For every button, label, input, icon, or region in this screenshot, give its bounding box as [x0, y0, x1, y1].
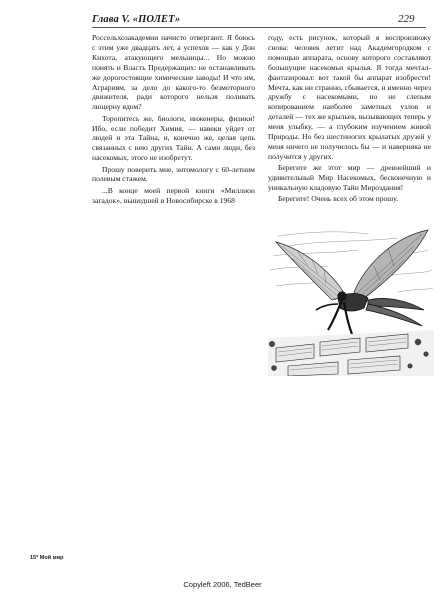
paragraph: Прошу поверить мне, энтомологу с 60-летним полевым стажем.	[92, 164, 255, 184]
town-below	[268, 330, 434, 376]
signature-mark: 15* Мой мир	[30, 555, 64, 561]
left-column	[92, 33, 255, 207]
paragraph: Берегите! Очень всех об этом прошу.	[278, 194, 399, 204]
copyleft-footer: Copyleft 2006, TedBeer	[183, 580, 262, 589]
paragraph: ...В конце моей первой книги «Миллион загадок», вышедшей в Новосибирске в 1968	[92, 185, 255, 205]
paragraph: Торопитесь же, биологи, инженеры, физики! Ибо, если победит Химия, — навеки уйдет от людей и эта Тайна, и, конечно же, целая цепь связанных с нею других Тайн. А сами люди, без насекомых, этого не изобретут.	[92, 113, 255, 163]
right-column	[268, 33, 431, 206]
page-number: 229	[398, 13, 415, 25]
paragraph: Россельхозакадемии начисто отвергают. Я боюсь с этим уже двадцать лет, а успехов — как у Дон Кихота, атакующего мельницы... Но можно понять и Власть Предержащих: не останавливать же дорогостоящие химические заводы! И что им, Аграриям, за дело до какого-то безмоторного движителя, ради которого нельзя поливать люцерну ядом?	[92, 33, 255, 112]
paragraph: Берегите же этот мир — древнейший и удивительный Мир Насекомых, бесконечную и уникальную кладовую Тайн Мироздания!	[268, 163, 431, 192]
running-title: Глава V. «ПОЛЕТ»	[92, 14, 181, 25]
paragraph: году, есть рисунок, который я воспроизвожу снова: человек летит над Академгородком с помощью аппарата, основу которого составляют большущие насекомьи крылья. Я тогда мечтал-фантазировал: вот такой бы аппарат изобрести! Мечта, как ни странно, сбывается, и именно через дружбу с насекомыми, но не слепым копированием наиболее заметных узлов и деталей — тех же крыльев, вызывающих теперь у меня улыбку, — а глубоким изучением живой Природы. Но без шестиногих крылатых друзей у меня ничего не получилось бы — и наверняка не получится у других.	[268, 33, 431, 161]
header-rule	[92, 27, 426, 28]
flying-man-illustration	[268, 226, 434, 376]
wing-left	[276, 242, 346, 300]
